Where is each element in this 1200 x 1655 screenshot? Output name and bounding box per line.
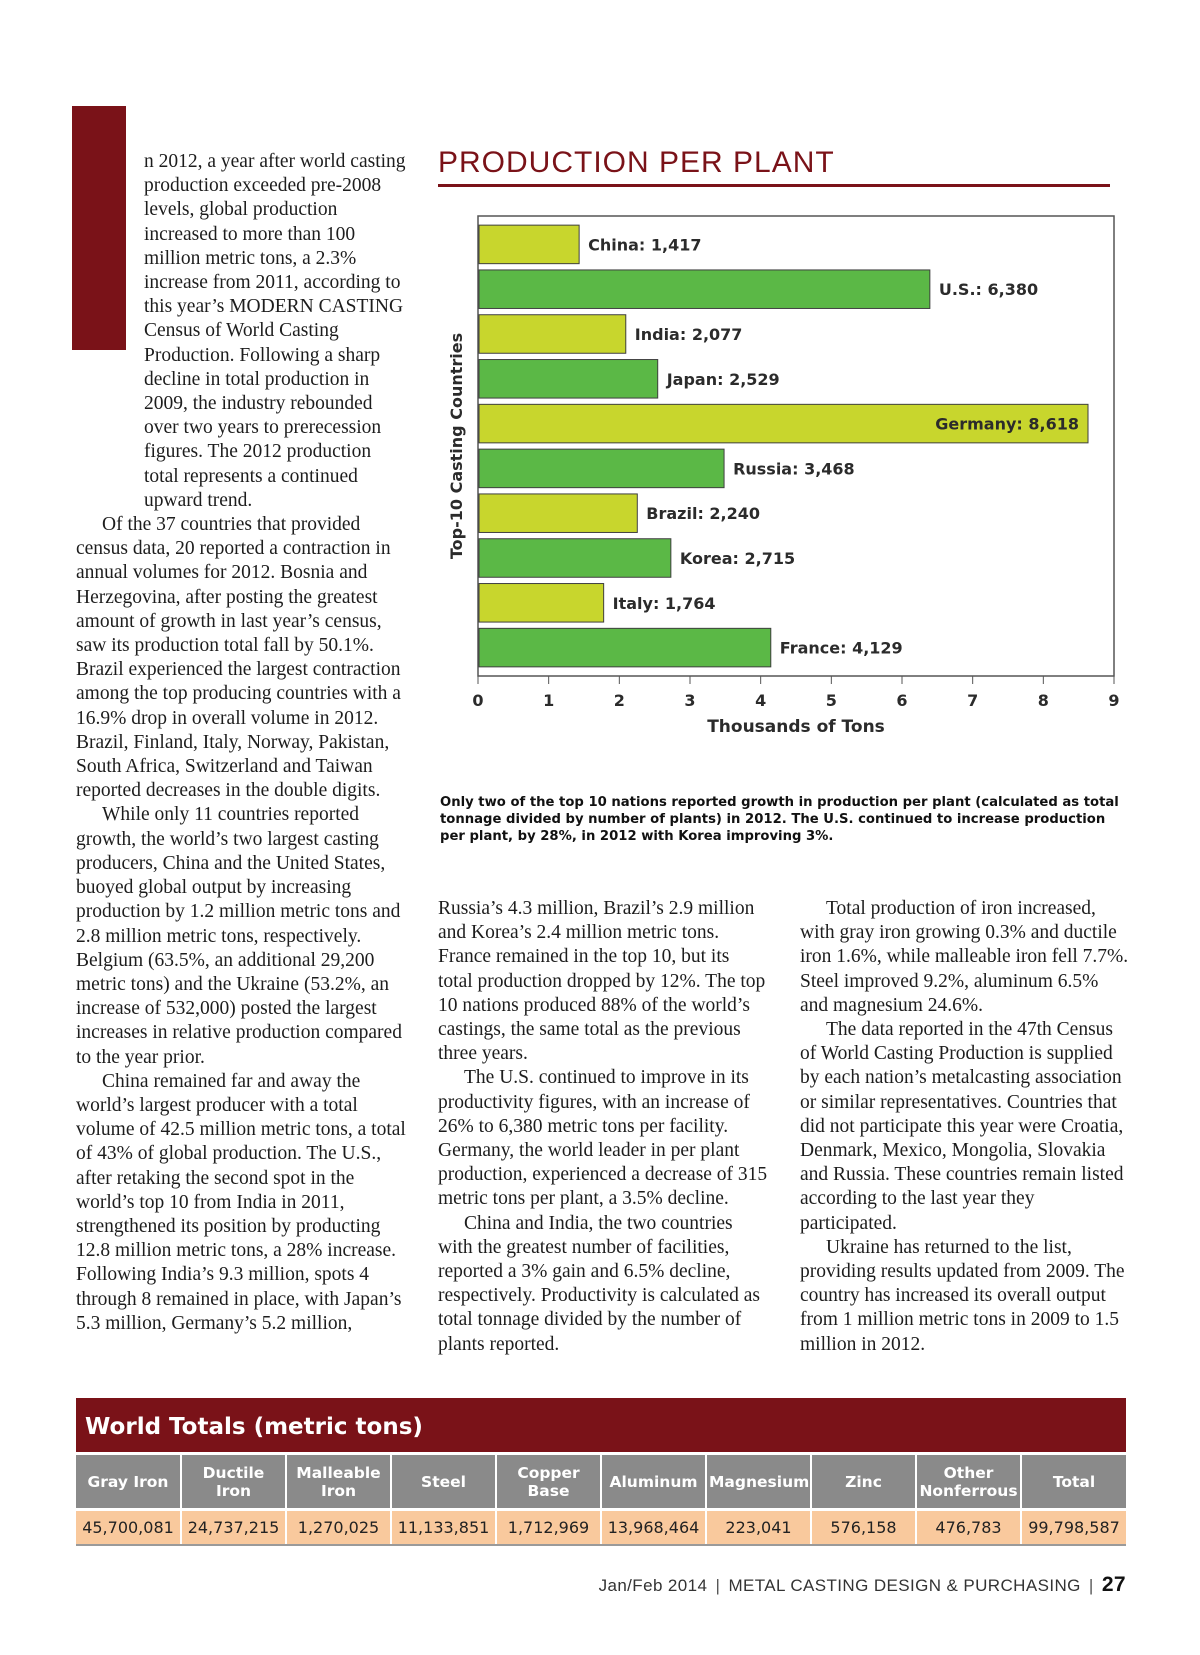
column-header: Malleable Iron	[286, 1455, 391, 1510]
world-totals-title: World Totals (metric tons)	[76, 1398, 1126, 1455]
article-paragraph: n 2012, a year after world casting production exceeded pre-2008 levels, global production increased to more than 100 million metric tons, a 2.3% increase from 2011, according to this year’s MODERN CASTING Census of World Casting Production. Following a sharp decline in total production in 2009, the industry rebounded over two years to prerecession figures. The 2012 production total represents a continued upward trend.	[144, 151, 406, 511]
column-header: Other Nonferrous	[916, 1455, 1021, 1510]
table-cell: 476,783	[916, 1510, 1021, 1546]
chart-caption: Only two of the top 10 nations reported growth in production per plant (calculated as total tonnage divided by number of plants) in 2012. The U.S. continued to increase production per plant, by 28%, in 2012 with Korea improving 3%.	[440, 795, 1119, 844]
table-cell: 576,158	[811, 1510, 916, 1546]
x-tick-label: 1	[543, 691, 555, 710]
bar-korea	[479, 539, 671, 578]
article-paragraph: Total production of iron increased, with gray iron growing 0.3% and ductile iron 1.6%, while malleable iron fell 7.7%. Steel improved 9.2%, aluminum 6.5% and magnesium 24.6%.	[800, 898, 1129, 1016]
data-label: Italy: 1,764	[612, 593, 716, 613]
table-cell: 223,041	[706, 1510, 811, 1546]
page-footer	[599, 1573, 1126, 1597]
bar-france	[479, 628, 771, 667]
column-header: Total	[1021, 1455, 1126, 1510]
article-column-right	[800, 897, 1130, 1357]
chart-title-rule	[438, 184, 1110, 187]
article-paragraph: Of the 37 countries that provided census data, 20 reported a contraction in annual volumes for 2012. Bosnia and Herzegovina, after posting the greatest amount of growth in last year’s census, saw its production total fall by 50.1%. Brazil experienced the largest contraction among the top producing countries with a 16.9% drop in overall volume in 2012. Brazil, Finland, Italy, Norway, Pakistan, South Africa, Switzerland and Taiwan reported decreases in the double digits.	[76, 514, 401, 802]
data-label: Germany: 8,618	[935, 414, 1080, 434]
column-header: Gray Iron	[76, 1455, 181, 1510]
article-paragraph: The data reported in the 47th Census of World Casting Production is supplied by each nation’s metalcasting association or similar representatives. Countries that did not participate this year were Croatia, Denmark, Mexico, Mongolia, Slovakia and Russia. These countries remain listed according to the last year they participated.	[800, 1019, 1124, 1234]
data-label: Brazil: 2,240	[646, 504, 761, 524]
article-paragraph: Ukraine has returned to the list, providing results updated from 2009. The country has increased its overall output from 1 million metric tons in 2009 to 1.5 million in 2012.	[800, 1236, 1125, 1355]
x-tick-label: 0	[472, 691, 484, 710]
bar-russia	[479, 449, 724, 488]
chart-title: PRODUCTION PER PLANT	[438, 146, 835, 179]
bar-italy	[479, 584, 604, 623]
data-label: India: 2,077	[634, 325, 743, 344]
bar-japan	[479, 360, 658, 399]
column-header: Aluminum	[601, 1455, 706, 1510]
table-cell: 1,270,025	[286, 1510, 391, 1546]
article-column-middle	[438, 897, 768, 1357]
production-per-plant-chart	[438, 204, 1118, 784]
x-axis-label: Thousands of Tons	[707, 717, 885, 737]
x-tick-label: 4	[755, 691, 767, 710]
x-tick-label: 8	[1037, 691, 1049, 710]
article-paragraph: China and India, the two countries with the greatest number of facilities, reported a 3% gain and 6.5% decline, respectively. Productivity is calculated as total tonnage divided by the number of plants reported.	[438, 1212, 761, 1355]
x-tick-label: 7	[967, 691, 979, 710]
x-tick-label: 2	[613, 691, 625, 710]
data-label: France: 4,129	[779, 638, 903, 658]
x-tick-label: 6	[896, 691, 908, 710]
x-tick-label: 3	[684, 691, 696, 710]
world-totals-grid	[76, 1455, 1126, 1546]
y-axis-label: Top-10 Casting Countries	[447, 332, 466, 560]
bar-india	[479, 315, 626, 354]
data-label: Russia: 3,468	[733, 459, 855, 479]
table-cell: 1,712,969	[496, 1510, 601, 1546]
column-header: Zinc	[811, 1455, 916, 1510]
footer-separator: |	[715, 1576, 721, 1595]
footer-issue: Jan/Feb 2014	[598, 1576, 708, 1595]
article-column-left	[76, 150, 406, 1336]
column-header: Copper Base	[496, 1455, 601, 1510]
table-cell: 13,968,464	[601, 1510, 706, 1546]
column-header: Magnesium	[706, 1455, 811, 1510]
world-totals-table	[76, 1398, 1126, 1546]
table-cell: 24,737,215	[181, 1510, 286, 1546]
data-label: Korea: 2,715	[679, 549, 796, 568]
article-paragraph: Russia’s 4.3 million, Brazil’s 2.9 million and Korea’s 2.4 million metric tons. France remained in the top 10, but its total production dropped by 12%. The top 10 nations produced 88% of the world’s castings, the same total as the previous three years.	[438, 898, 766, 1065]
footer-publication: METAL CASTING DESIGN & PURCHASING	[728, 1576, 1081, 1595]
bar-brazil	[479, 494, 637, 533]
data-label: Japan: 2,529	[666, 369, 780, 389]
table-cell: 45,700,081	[76, 1510, 181, 1546]
footer-separator: |	[1088, 1576, 1094, 1595]
x-tick-label: 5	[825, 691, 837, 710]
column-header: Steel	[391, 1455, 496, 1510]
bar-us	[479, 270, 930, 309]
data-label: China: 1,417	[588, 235, 702, 255]
table-cell: 11,133,851	[391, 1510, 496, 1546]
article-paragraph: The U.S. continued to improve in its productivity figures, with an increase of 26% to 6,380 metric tons per facility. Germany, the world leader in per plant production, experienced a decrease of 315 metric tons per plant, a 3.5% decline.	[438, 1067, 768, 1210]
x-tick-label: 9	[1108, 691, 1120, 710]
table-row	[76, 1510, 1126, 1546]
page-number: 27	[1101, 1573, 1126, 1596]
column-header: Ductile Iron	[181, 1455, 286, 1510]
table-header-row	[76, 1455, 1126, 1510]
article-paragraph: While only 11 countries reported growth, the world’s two largest casting producers, China and the United States, buoyed global output by increasing production by 1.2 million metric tons and 2.8 million metric tons, respectively. Belgium (63.5%, an additional 29,200 metric tons) and the Ukraine (53.2%, an increase of 532,000) posted the largest increases in relative production compared to the year prior.	[76, 804, 402, 1068]
bar-china	[479, 225, 579, 264]
article-paragraph: China remained far and away the world’s largest producer with a total volume of 42.5 million metric tons, a total of 43% of global production. The U.S., after retaking the second spot in the world’s top 10 from India in 2011, strengthened its position by producting 12.8 million metric tons, a 28% increase. Following India’s 9.3 million, spots 4 through 8 remained in place, with Japan’s 5.3 million, Germany’s 5.2 million,	[76, 1070, 406, 1334]
table-cell: 99,798,587	[1021, 1510, 1126, 1546]
data-label: U.S.: 6,380	[938, 280, 1039, 300]
